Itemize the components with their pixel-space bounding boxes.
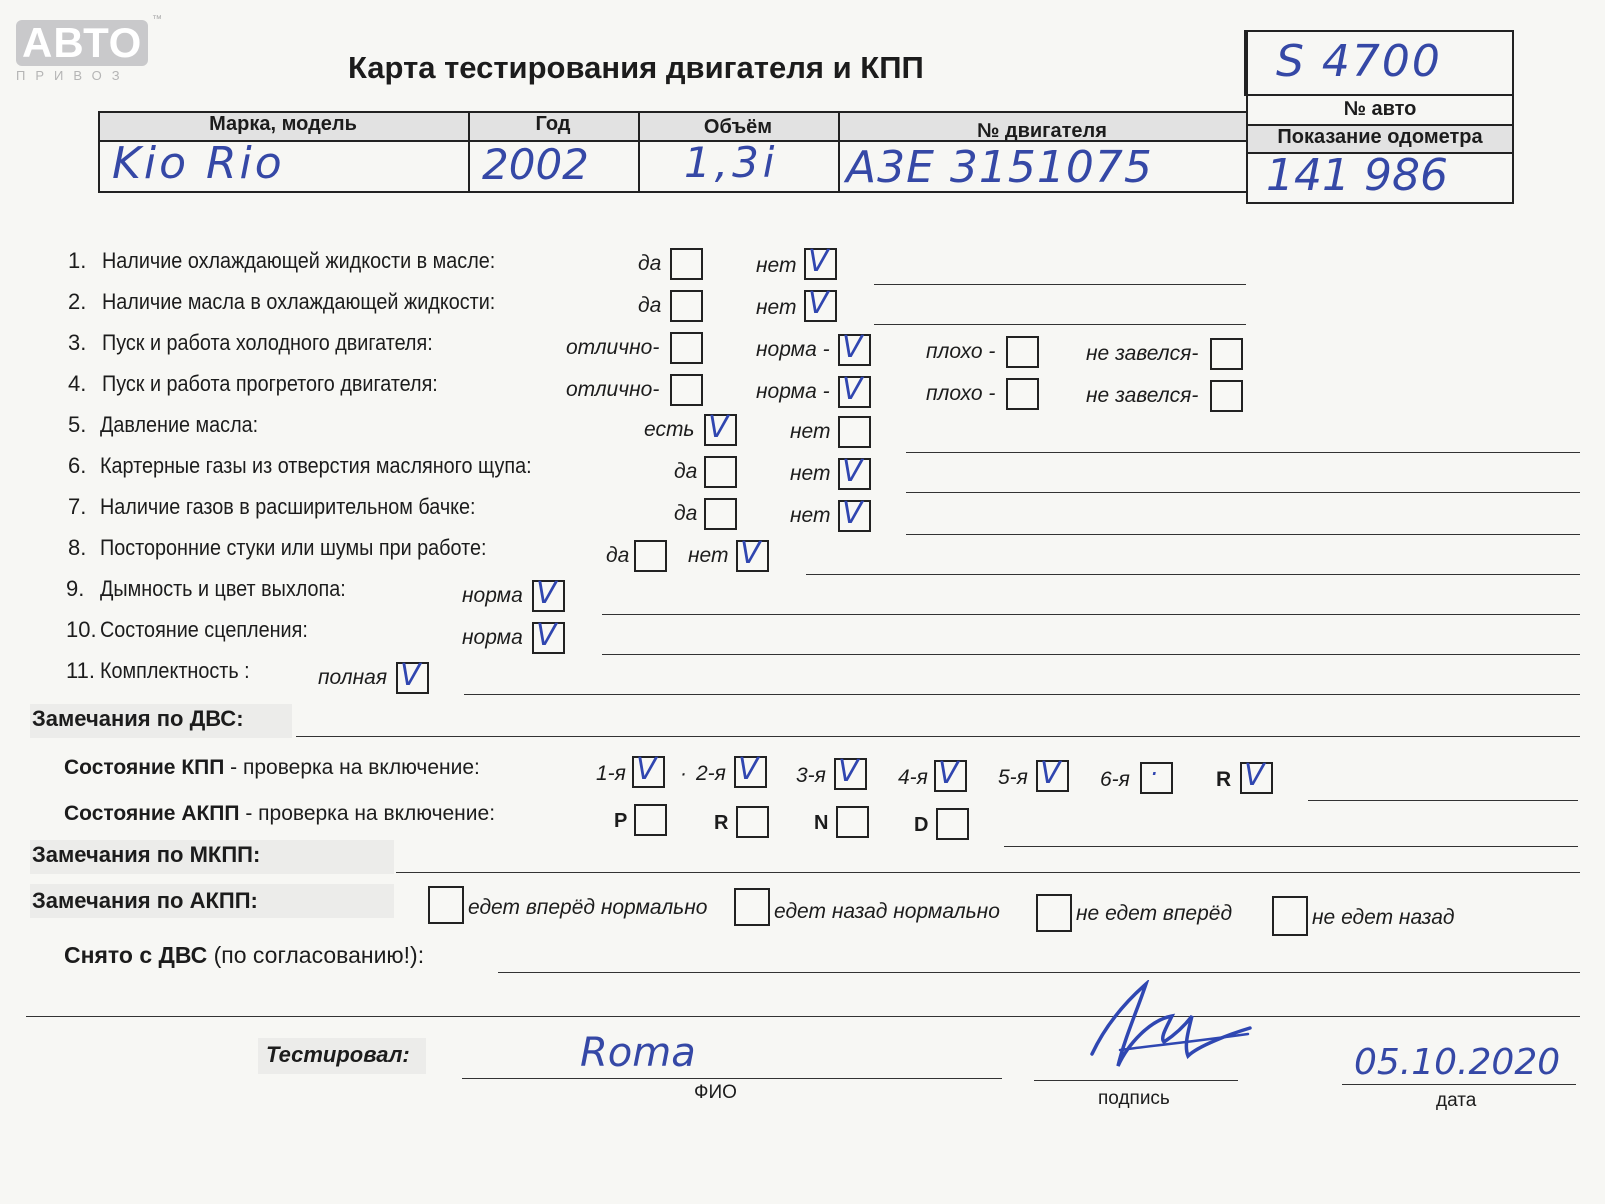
notes-line (874, 324, 1246, 325)
item-number: 7. (68, 494, 87, 519)
checkbox-checked[interactable] (838, 372, 871, 408)
item-label: Дымность и цвет выхлопа: (100, 576, 346, 601)
label-odometer: Показание одометра (1277, 126, 1483, 148)
removed-line-2 (26, 1016, 1580, 1017)
item-label: Давление масла: (100, 412, 259, 437)
item-number: 4. (68, 371, 87, 396)
label-volume: Объём (703, 116, 773, 138)
option-label: не завелся- (1086, 384, 1199, 407)
option-label: норма - (756, 338, 830, 361)
gear-label: 1-я (596, 762, 626, 785)
option-label: да (638, 294, 662, 317)
kpp-label-bold: Состояние КПП (64, 756, 225, 779)
value-make-model: Kio Rio (112, 138, 285, 189)
notes-line (906, 534, 1580, 535)
checkbox-checked[interactable] (736, 536, 769, 572)
removed-label-rest: (по согласованию!): (207, 942, 425, 968)
signature-mark (1080, 980, 1260, 1076)
akpp-option-label: едет назад нормально (774, 900, 1000, 923)
check-mark: V (738, 752, 759, 787)
checkbox-checked[interactable] (804, 286, 837, 322)
akpp-option-checkbox[interactable] (1036, 894, 1072, 932)
option-label: да (606, 544, 630, 567)
option-label: нет (790, 420, 831, 443)
akpp-label-rest: - проверка на включение: (239, 802, 496, 825)
fio-caption: ФИО (694, 1082, 737, 1103)
mode-label: P (614, 810, 628, 832)
checkbox[interactable] (1210, 338, 1243, 370)
notes-line (906, 492, 1580, 493)
value-volume: 1,3i (684, 138, 779, 187)
checkbox[interactable] (670, 374, 703, 406)
mode-checkbox[interactable] (936, 808, 969, 840)
option-label: норма (462, 626, 523, 649)
item-label: Пуск и работа холодного двигателя: (102, 330, 433, 355)
value-odometer: 141 986 (1266, 150, 1448, 201)
gear-label: 3-я (796, 764, 826, 787)
notes-line (906, 452, 1580, 453)
remarks-ice-label: Замечания по ДВС: (32, 706, 244, 731)
item-label: Картерные газы из отверстия масляного щупа: (100, 453, 532, 478)
label-car-no: № авто (1343, 98, 1417, 120)
gear-checkbox-checked[interactable] (632, 752, 665, 788)
akpp-option-checkbox[interactable] (734, 888, 770, 926)
checkbox[interactable] (704, 456, 737, 488)
item-label: Пуск и работа прогретого двигателя: (102, 371, 438, 396)
mode-checkbox[interactable] (736, 806, 769, 838)
gear-checkbox-checked[interactable] (1240, 758, 1273, 794)
checkbox[interactable] (634, 540, 667, 572)
signature-line (1034, 1080, 1238, 1081)
option-label: плохо - (926, 382, 996, 405)
notes-line (1308, 800, 1578, 801)
value-engine-no: A3E 3151075 (846, 142, 1153, 193)
notes-line (806, 574, 1580, 575)
akpp-label (64, 802, 495, 826)
option-label: нет (688, 544, 729, 567)
checkbox[interactable] (838, 416, 871, 448)
item-number: 3. (68, 330, 87, 355)
item-label: Посторонние стуки или шумы при работе: (100, 535, 487, 560)
gear-label: 5-я (998, 766, 1028, 789)
item-number: 6. (68, 453, 87, 478)
gear-checkbox-checked[interactable] (734, 752, 767, 788)
checkbox[interactable] (704, 498, 737, 530)
header-table (98, 96, 1514, 204)
removed-line (498, 972, 1580, 973)
check-mark: V (1040, 756, 1061, 791)
option-label: нет (756, 296, 797, 319)
gear-checkbox-checked[interactable] (934, 756, 967, 792)
option-label: полная (318, 666, 388, 689)
remarks-akpp-label: Замечания по АКПП: (32, 888, 258, 913)
remarks-mkpp-line (396, 872, 1580, 873)
option-label: норма (462, 584, 523, 607)
checkbox[interactable] (1006, 378, 1039, 410)
akpp-option-checkbox[interactable] (1272, 896, 1308, 936)
fio-value: Roma (580, 1030, 696, 1076)
notes-line (1004, 846, 1578, 847)
check-mark: V (636, 752, 657, 787)
signature-caption: подпись (1098, 1088, 1170, 1109)
option-label: норма - (756, 380, 830, 403)
item-label: Наличие охлаждающей жидкости в масле: (102, 248, 496, 273)
option-label: отлично- (566, 378, 660, 401)
option-label: нет (756, 254, 797, 277)
item-label: Комплектность : (100, 658, 250, 683)
checkbox[interactable] (1006, 336, 1039, 368)
date-value: 05.10.2020 (1354, 1042, 1561, 1083)
logo-trademark: ™ (152, 14, 162, 25)
notes-line (602, 614, 1580, 615)
logo-text: АВТО (22, 19, 143, 66)
option-label: да (674, 460, 698, 483)
kpp-label (64, 756, 480, 780)
check-mark: V (842, 454, 863, 489)
check-mark: V (842, 496, 863, 531)
check-mark: V (536, 576, 557, 611)
check-mark: V (808, 286, 829, 321)
logo-badge (16, 20, 148, 66)
removed-label (64, 942, 424, 969)
checkbox-checked[interactable] (532, 576, 565, 612)
label-year: Год (535, 113, 571, 135)
odometer-bottom-line (1246, 202, 1514, 204)
mode-checkbox[interactable] (634, 804, 667, 836)
tested-by-label: Тестировал: (266, 1042, 410, 1067)
gear-checkbox-checked[interactable] (1036, 756, 1069, 792)
checkbox[interactable] (670, 290, 703, 322)
check-mark: V (1244, 758, 1265, 793)
item-number: 8. (68, 535, 87, 560)
checkbox-checked[interactable] (838, 330, 871, 366)
date-line (1342, 1084, 1576, 1085)
checkbox[interactable] (670, 248, 703, 280)
value-year: 2002 (482, 140, 589, 189)
akpp-option-label: едет вперёд нормально (468, 896, 708, 919)
gear-checkbox-checked[interactable] (834, 754, 867, 790)
gear-label: R (1216, 768, 1232, 791)
mode-label: N (814, 812, 829, 834)
label-engine-no: № двигателя (977, 120, 1107, 142)
akpp-option-label: не едет назад (1312, 906, 1455, 929)
notes-line (874, 284, 1246, 285)
gear-checkbox[interactable] (1140, 762, 1173, 794)
item-number: 5. (68, 412, 87, 437)
logo (16, 14, 162, 83)
page-title: Карта тестирования двигателя и КПП (348, 50, 924, 85)
check-mark: V (838, 754, 859, 789)
fio-line (462, 1078, 1002, 1079)
item-number: 9. (66, 576, 85, 601)
option-label: нет (790, 462, 831, 485)
checkbox-checked[interactable] (838, 496, 871, 532)
removed-label-bold: Снято с ДВС (64, 942, 208, 968)
check-mark: V (536, 618, 557, 653)
remarks-ice-line (296, 736, 1580, 737)
mode-checkbox[interactable] (836, 806, 869, 838)
checkbox-checked[interactable] (704, 410, 737, 446)
item-number: 11. (66, 658, 95, 683)
option-label: да (674, 502, 698, 525)
option-label: плохо - (926, 340, 996, 363)
label-make-model: Марка, модель (209, 113, 357, 135)
item-number: 2. (68, 289, 87, 314)
check-mark: V (842, 372, 863, 407)
gear-separator: · (680, 762, 687, 785)
gear-label: 6-я (1100, 768, 1130, 791)
checkbox-checked[interactable] (838, 454, 871, 490)
gear-label: 4-я (898, 766, 928, 789)
item-number: 1. (68, 248, 87, 273)
check-mark: V (842, 330, 863, 365)
check-mark: V (808, 244, 829, 279)
option-label: нет (790, 504, 831, 527)
option-label: отлично- (566, 336, 660, 359)
notes-line (602, 654, 1580, 655)
item-number: 10. (66, 617, 97, 642)
kpp-label-rest: - проверка на включение: (224, 756, 480, 779)
akpp-label-bold: Состояние АКПП (64, 802, 240, 825)
mode-label: R (714, 812, 729, 834)
dot-mark: · (1150, 760, 1158, 788)
date-caption: дата (1436, 1090, 1477, 1111)
check-mark: V (938, 756, 959, 791)
check-mark: V (400, 658, 421, 693)
checkbox[interactable] (670, 332, 703, 364)
logo-subtext: ПРИВОЗ (16, 68, 130, 83)
checkbox[interactable] (1210, 380, 1243, 412)
item-label: Наличие масла в охлаждающей жидкости: (102, 289, 496, 314)
option-label: есть (644, 418, 695, 441)
option-label: да (638, 252, 662, 275)
checkbox-checked[interactable] (532, 618, 565, 654)
check-mark: V (740, 536, 761, 571)
item-label: Состояние сцепления: (100, 617, 308, 642)
item-label: Наличие газов в расширительном бачке: (100, 494, 476, 519)
checkbox-checked[interactable] (804, 244, 837, 280)
check-mark: V (708, 410, 729, 445)
card-number: S 4700 (1276, 36, 1442, 87)
akpp-option-checkbox[interactable] (428, 886, 464, 924)
notes-line (464, 694, 1580, 695)
checkbox-checked[interactable] (396, 658, 429, 694)
option-label: не завелся- (1086, 342, 1199, 365)
mode-label: D (914, 814, 929, 836)
akpp-option-label: не едет вперёд (1076, 902, 1233, 925)
gear-label: 2-я (696, 762, 726, 785)
remarks-mkpp-label: Замечания по МКПП: (32, 842, 261, 867)
